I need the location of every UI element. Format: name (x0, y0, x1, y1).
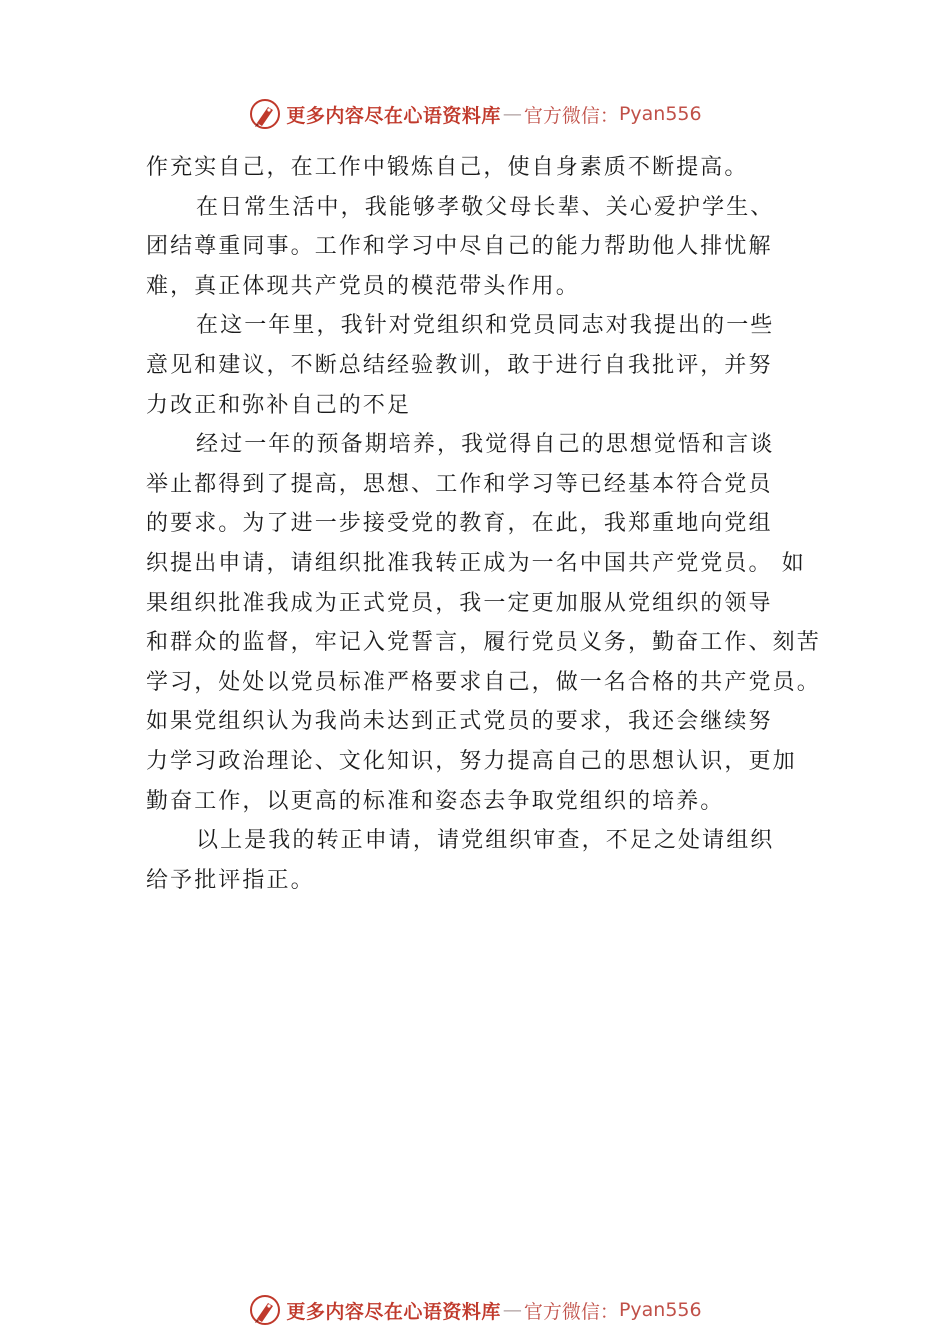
body-line: 勤奋工作，以更高的标准和姿态去争取党组织的培养。 (146, 788, 725, 814)
header-dash: — (502, 103, 522, 125)
body-line: 给予批评指正。 (146, 867, 315, 893)
body-line: 学习，处处以党员标准严格要求自己，做一名合格的共产党员。 (146, 669, 821, 695)
document-body (146, 148, 836, 900)
body-line: 如果党组织认为我尚未达到正式党员的要求，我还会继续努 (146, 709, 773, 735)
header-brand-text: 更多内容尽在心语资料库 (286, 104, 501, 127)
body-line: 举止都得到了提高，思想、工作和学习等已经基本符合党员 (146, 471, 773, 497)
body-line: 意见和建议，不断总结经验教训，敢于进行自我批评，并努 (146, 352, 773, 378)
body-line: 团结尊重同事。工作和学习中尽自己的能力帮助他人排忧解 (146, 234, 773, 260)
body-line: 和群众的监督，牢记入党誓言，履行党员义务，勤奋工作、刻苦 (146, 630, 821, 656)
body-line: 在这一年里，我针对党组织和党员同志对我提出的一些 (196, 313, 775, 339)
pen-nib-logo-icon (248, 97, 282, 131)
header-wechat-account: Pyan556 (618, 103, 702, 125)
body-line: 在日常生活中，我能够孝敬父母长辈、关心爱护学生、 (196, 194, 775, 220)
body-line: 力学习政治理论、文化知识，努力提高自己的思想认识，更加 (146, 748, 797, 774)
header-wechat-label: 官方微信： (523, 104, 619, 127)
body-line: 果组织批准我成为正式党员，我一定更加服从党组织的领导 (146, 590, 773, 616)
footer-wechat-account: Pyan556 (618, 1299, 702, 1321)
body-line: 作充实自己，在工作中锻炼自己，使自身素质不断提高。 (146, 155, 749, 180)
body-line: 以上是我的转正申请，请党组织审查，不足之处请组织 (196, 828, 775, 854)
pen-nib-logo-icon (248, 1293, 282, 1327)
body-line: 的要求。为了进一步接受党的教育，在此，我郑重地向党组 (146, 511, 773, 537)
footer-brand-text: 更多内容尽在心语资料库 (286, 1300, 501, 1323)
body-line: 经过一年的预备期培养，我觉得自己的思想觉悟和言谈 (196, 432, 775, 458)
body-line: 力改正和弥补自己的不足 (146, 392, 412, 418)
footer-dash: — (502, 1299, 522, 1321)
footer-wechat-label: 官方微信： (523, 1300, 619, 1323)
header-banner (0, 94, 950, 134)
footer-banner (0, 1290, 950, 1330)
body-line: 难，真正体现共产党员的模范带头作用。 (146, 273, 580, 299)
body-line: 织提出申请，请组织批准我转正成为一名中国共产党党员。 如 (146, 550, 806, 576)
